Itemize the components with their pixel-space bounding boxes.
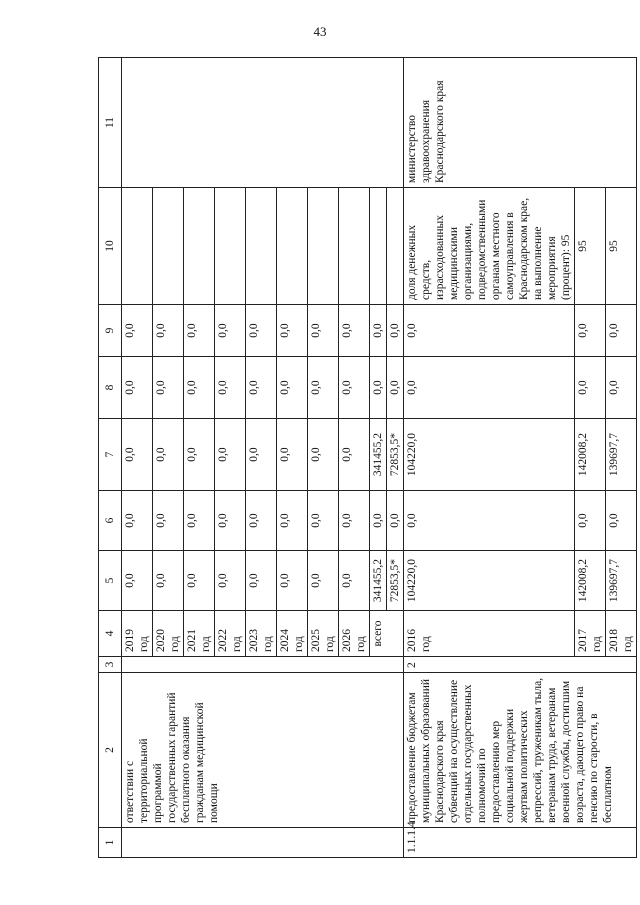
value-cell: 0,0 xyxy=(308,491,339,551)
column-header: 1 xyxy=(99,828,122,858)
year-cell: 2025 год xyxy=(308,611,339,657)
value-cell: 0,0 xyxy=(122,305,153,357)
column-header: 9 xyxy=(99,305,122,357)
value-cell: 0,0 xyxy=(606,491,637,551)
value-cell: 0,0 xyxy=(277,551,308,611)
value-cell: 0,0 xyxy=(246,551,277,611)
header-row xyxy=(99,58,122,858)
value-cell: 0,0 xyxy=(215,491,246,551)
value-cell: 0,0 xyxy=(404,357,575,419)
year-cell: 2021 год xyxy=(184,611,215,657)
table-row xyxy=(122,58,153,858)
column-header: 3 xyxy=(99,657,122,673)
indicator-cell xyxy=(184,188,215,305)
value-cell: 0,0 xyxy=(277,419,308,491)
value-cell: 0,0 xyxy=(122,357,153,419)
value-cell: 0,0 xyxy=(308,305,339,357)
value-cell: 0,0 xyxy=(215,305,246,357)
total-star-value: 0,0 xyxy=(387,357,404,419)
total-value: 341455,2 xyxy=(370,551,387,611)
value-cell: 0,0 xyxy=(184,491,215,551)
value-cell: 0,0 xyxy=(153,491,184,551)
value-cell: 0,0 xyxy=(122,491,153,551)
indicator-cell xyxy=(215,188,246,305)
value-cell: 104220,0 xyxy=(404,551,575,611)
total-value: 341455,2 xyxy=(370,419,387,491)
item-text: предоставление бюджетам муниципальных образований Краснодарского края субвенций на осуществление отдельных государственных полномочий по предоставлению мер социальной поддержки жертвам политических репрессий, труженикам тыла, ветеранам труда, ветеранам военной службы, достигшим возраста, дающего право на пенсию по старости, в бесплатном xyxy=(404,673,637,828)
total-value: 0,0 xyxy=(370,491,387,551)
value-cell: 0,0 xyxy=(246,357,277,419)
item-number: 1.1.1.4 xyxy=(404,828,637,858)
value-cell: 0,0 xyxy=(153,551,184,611)
value-cell: 0,0 xyxy=(277,357,308,419)
value-cell: 0,0 xyxy=(153,305,184,357)
value-cell: 0,0 xyxy=(308,357,339,419)
value-cell: 0,0 xyxy=(339,357,370,419)
year-cell: 2017 год xyxy=(575,611,606,657)
value-cell: 139697,7 xyxy=(606,551,637,611)
value-cell: 0,0 xyxy=(404,305,575,357)
total-value: 0,0 xyxy=(370,357,387,419)
value-cell: 142008,2 xyxy=(575,551,606,611)
indicator-value: 95 xyxy=(575,188,606,305)
value-cell: 0,0 xyxy=(339,551,370,611)
indicator-cell xyxy=(153,188,184,305)
column-header: 6 xyxy=(99,491,122,551)
total-label-empty xyxy=(387,611,404,657)
column-header: 2 xyxy=(99,673,122,828)
responsible-text: министерство здравоохранения Краснодарского края xyxy=(404,58,637,188)
total-star-value: 0,0 xyxy=(387,305,404,357)
value-cell: 0,0 xyxy=(184,551,215,611)
indicator-value: 95 xyxy=(606,188,637,305)
column-header: 11 xyxy=(99,58,122,188)
indicator-cell xyxy=(370,188,387,305)
total-label: всего xyxy=(370,611,387,657)
value-cell: 0,0 xyxy=(153,357,184,419)
value-cell: 0,0 xyxy=(246,491,277,551)
value-cell: 0,0 xyxy=(246,305,277,357)
value-cell: 0,0 xyxy=(215,419,246,491)
table-row xyxy=(404,58,575,858)
year-cell: 2023 год xyxy=(246,611,277,657)
program-table xyxy=(98,57,637,858)
indicator-text: доля денежных средств, израсходованных медицинскими организациями, подведомственными органам местного самоуправления в Краснодарском крае, на выполнение мероприятия (процент): 95 xyxy=(404,188,575,305)
value-cell: 142008,2 xyxy=(575,419,606,491)
value-cell: 0,0 xyxy=(122,551,153,611)
continuation-status-cell xyxy=(122,657,404,673)
total-star-value: 72853,5* xyxy=(387,551,404,611)
value-cell: 0,0 xyxy=(122,419,153,491)
value-cell: 0,0 xyxy=(339,419,370,491)
value-cell: 139697,7 xyxy=(606,419,637,491)
indicator-cell xyxy=(387,188,404,305)
value-cell: 0,0 xyxy=(308,419,339,491)
page-number: 43 xyxy=(313,24,327,39)
value-cell: 0,0 xyxy=(339,305,370,357)
total-star-value: 72853,5* xyxy=(387,419,404,491)
indicator-cell xyxy=(339,188,370,305)
responsible-cell xyxy=(122,58,404,188)
year-cell: 2019 год xyxy=(122,611,153,657)
indicator-cell xyxy=(277,188,308,305)
value-cell: 0,0 xyxy=(606,305,637,357)
value-cell: 0,0 xyxy=(246,419,277,491)
item-status: 2 xyxy=(404,657,637,673)
indicator-cell xyxy=(122,188,153,305)
total-value: 0,0 xyxy=(370,305,387,357)
year-cell: 2020 год xyxy=(153,611,184,657)
year-cell: 2026 год xyxy=(339,611,370,657)
value-cell: 0,0 xyxy=(184,357,215,419)
column-header: 8 xyxy=(99,357,122,419)
value-cell: 0,0 xyxy=(215,357,246,419)
year-cell: 2022 год xyxy=(215,611,246,657)
value-cell: 0,0 xyxy=(575,357,606,419)
indicator-cell xyxy=(308,188,339,305)
value-cell: 0,0 xyxy=(575,305,606,357)
total-star-value: 0,0 xyxy=(387,491,404,551)
value-cell: 0,0 xyxy=(308,551,339,611)
value-cell: 0,0 xyxy=(184,305,215,357)
indicator-cell xyxy=(246,188,277,305)
year-cell: 2018 год xyxy=(606,611,637,657)
value-cell: 0,0 xyxy=(184,419,215,491)
value-cell: 0,0 xyxy=(575,491,606,551)
year-cell: 2016 год xyxy=(404,611,575,657)
value-cell: 0,0 xyxy=(606,357,637,419)
column-header: 5 xyxy=(99,551,122,611)
year-cell: 2024 год xyxy=(277,611,308,657)
value-cell: 0,0 xyxy=(277,491,308,551)
continuation-text: ответствии с территориальной программой государственных гарантий бесплатного оказания гражданам медицинской помощи xyxy=(122,673,404,828)
column-header: 10 xyxy=(99,188,122,305)
value-cell: 0,0 xyxy=(277,305,308,357)
column-header: 7 xyxy=(99,419,122,491)
rotated-table-wrapper xyxy=(98,58,634,858)
column-header: 4 xyxy=(99,611,122,657)
value-cell: 0,0 xyxy=(404,491,575,551)
value-cell: 0,0 xyxy=(153,419,184,491)
value-cell: 0,0 xyxy=(215,551,246,611)
value-cell: 0,0 xyxy=(339,491,370,551)
continuation-number-cell xyxy=(122,828,404,858)
value-cell: 104220,0 xyxy=(404,419,575,491)
